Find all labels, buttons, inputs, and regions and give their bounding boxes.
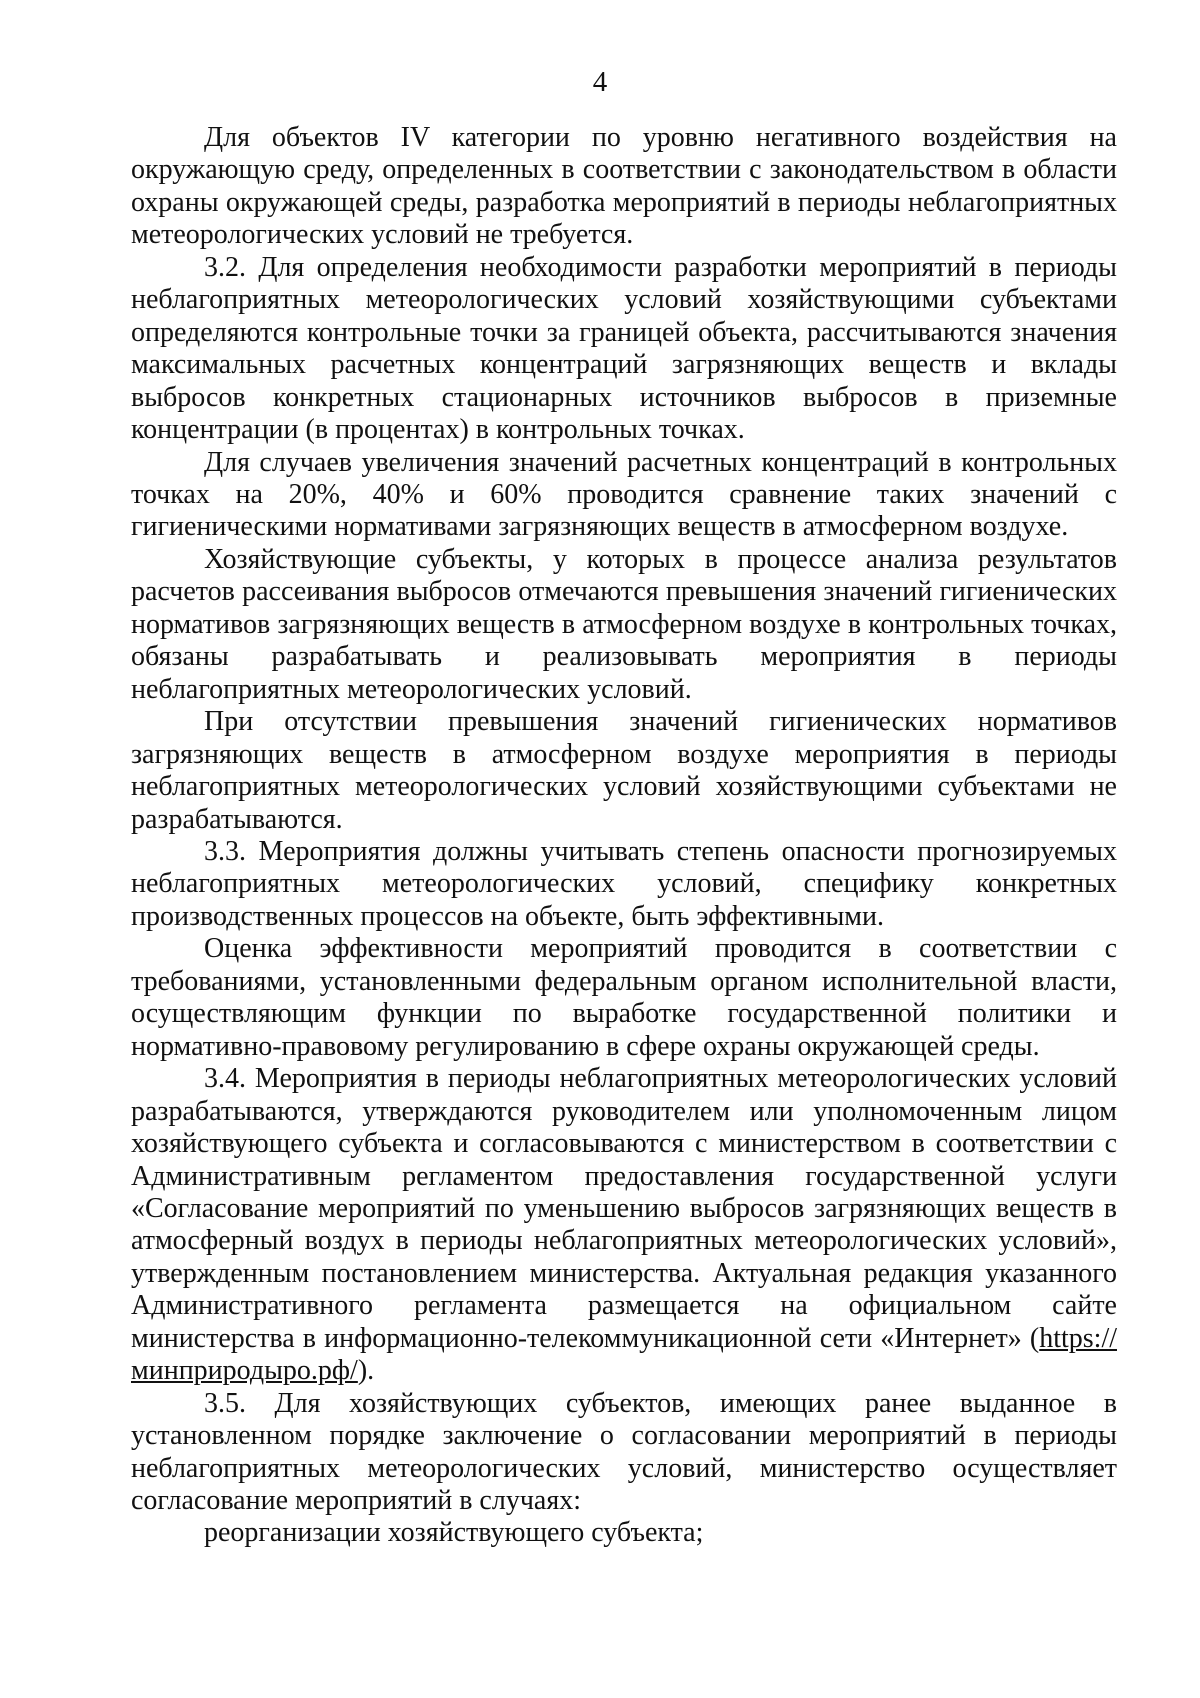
paragraph-efficiency-assessment: Оценка эффективности мероприятий проводится в соответствии с требованиями, установленными федеральным органом исполнительной власти, осуществляющим функции по выработке государственной политики и нормативно-правовому регулированию в сфере охраны окружающей среды.	[131, 933, 1117, 1062]
paragraph-3-4	[131, 1063, 1117, 1388]
paragraph-exceedances: Хозяйствующие субъекты, у которых в процессе анализа результатов расчетов рассеивания выбросов отмечаются превышения значений гигиенических нормативов загрязняющих веществ в атмосферном воздухе в контрольных точках, обязаны разрабатывать и реализовывать мероприятия в периоды неблагоприятных метеорологических условий.	[131, 543, 1117, 705]
paragraph-3-5: 3.5. Для хозяйствующих субъектов, имеющих ранее выданное в установленном порядке заключение о согласовании мероприятий в периоды неблагоприятных метеорологических условий, министерство осуществляет согласование мероприятий в случаях:	[131, 1387, 1117, 1517]
paragraph-3-2: 3.2. Для определения необходимости разработки мероприятий в периоды неблагоприятных метеорологических условий хозяйствующими субъектами определяются контрольные точки за границей объекта, рассчитываются значения максимальных расчетных концентраций загрязняющих веществ и вклады выбросов конкретных стационарных источников выбросов в приземные концентрации (в процентах) в контрольных точках.	[131, 251, 1117, 446]
paragraph-3-3: 3.3. Мероприятия должны учитывать степень опасности прогнозируемых неблагоприятных метеорологических условий, специфику конкретных производственных процессов на объекте, быть эффективными.	[131, 835, 1117, 932]
ministry-website-link[interactable]: https://минприродыро.рф/	[131, 1322, 1117, 1387]
paragraph-3-4-link-close: ).	[357, 1355, 375, 1387]
paragraph-category-iv: Для объектов IV категории по уровню негативного воздействия на окружающую среду, определенных в соответствии с законодательством в области охраны окружающей среды, разработка мероприятий в периоды неблагоприятных метеорологических условий не требуется.	[131, 122, 1117, 251]
paragraph-calculated-concentrations: Для случаев увеличения значений расчетных концентраций в контрольных точках на 20%, 40% и 60% проводится сравнение таких значений с гигиеническими нормативами загрязняющих веществ в атмосферном воздухе.	[131, 446, 1117, 543]
list-item-reorganization: реорганизации хозяйствующего субъекта;	[204, 1517, 704, 1549]
paragraph-3-4-link-open: (	[1029, 1322, 1040, 1354]
paragraph-3-4-text: 3.4. Мероприятия в периоды неблагоприятных метеорологических условий разрабатываются, утверждаются руководителем или уполномоченным лицом хозяйствующего субъекта и согласовываются с министерством в соответствии с Административным регламентом предоставления государственной услуги «Согласование мероприятий по уменьшению выбросов загрязняющих веществ в атмосферный воздух в периоды неблагоприятных метеорологических условий», утвержденным постановлением министерства. Актуальная редакция указанного Административного регламента размещается на официальном сайте министерства в информационно-телекоммуникационной сети «Интернет»	[131, 1063, 1117, 1354]
document-body	[131, 122, 1117, 1550]
paragraph-no-exceedance: При отсутствии превышения значений гигиенических нормативов загрязняющих веществ в атмосферном воздухе мероприятия в периоды неблагоприятных метеорологических условий хозяйствующими субъектами не разрабатываются.	[131, 706, 1117, 835]
page-number: 4	[592, 66, 608, 98]
